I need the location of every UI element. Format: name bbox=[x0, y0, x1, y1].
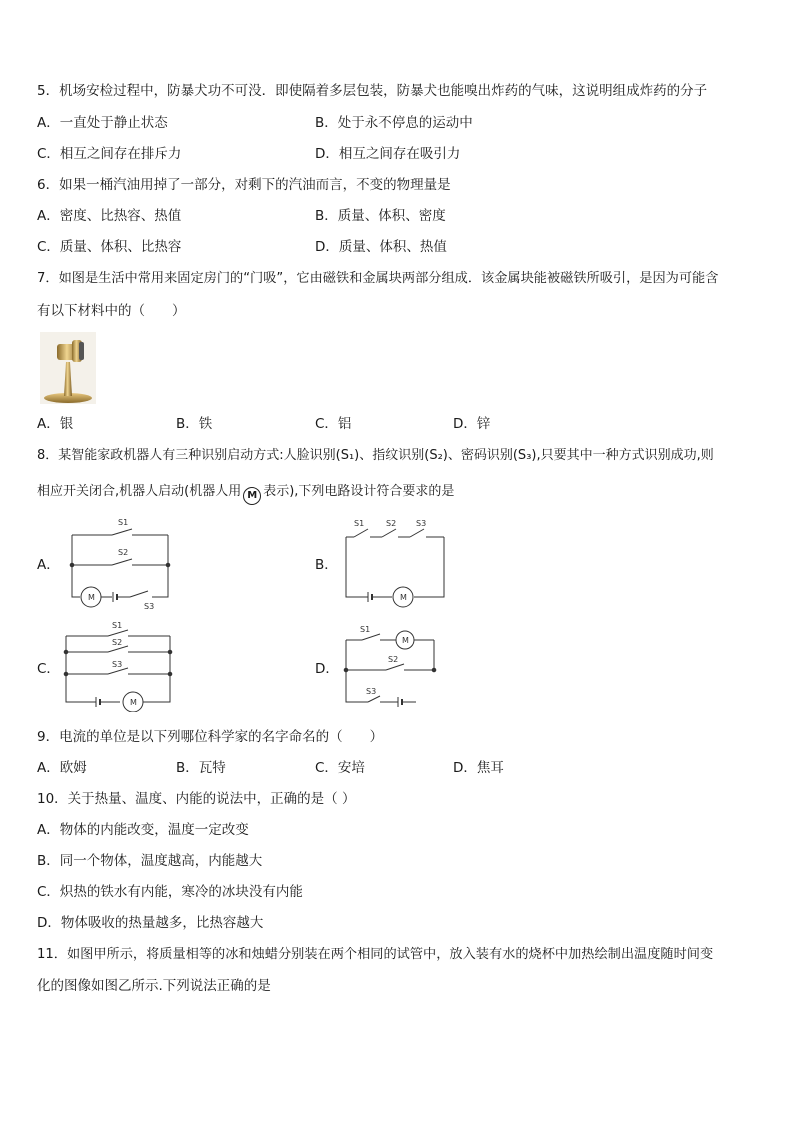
q5-option-a: A．一直处于静止状态 bbox=[37, 115, 168, 131]
q9-option-a: A．欧姆 bbox=[37, 760, 87, 776]
q7-option-c: C．铝 bbox=[315, 416, 352, 432]
q8-option-a-label: A． bbox=[37, 557, 60, 573]
q10-stem: 10．关于热量、温度、内能的说法中，正确的是（ ） bbox=[37, 791, 356, 807]
motor-symbol-icon: M bbox=[243, 487, 261, 505]
q9-option-d: D．焦耳 bbox=[453, 760, 504, 776]
q11-stem-line2: 化的图像如图乙所示.下列说法正确的是 bbox=[37, 978, 271, 994]
circuit-c-s2-label: S2 bbox=[112, 638, 123, 647]
circuit-c-s3-label: S3 bbox=[112, 660, 123, 669]
q10-option-b: B．同一个物体，温度越高，内能越大 bbox=[37, 853, 263, 869]
q7-stem-line2: 有以下材料中的（ ） bbox=[37, 303, 186, 319]
q5-stem: 5．机场安检过程中，防暴犬功不可没．即使隔着多层包装，防暴犬也能嗅出炸药的气味，这说明组成炸药的分子 bbox=[37, 83, 708, 99]
q6-stem: 6．如果一桶汽油用掉了一部分，对剩下的汽油而言，不变的物理量是 bbox=[37, 177, 451, 193]
circuit-b-s3-label: S3 bbox=[416, 519, 427, 528]
q8-option-b-label: B． bbox=[315, 557, 338, 573]
q7-option-d: D．锌 bbox=[453, 416, 491, 432]
circuit-d-s3-label: S3 bbox=[366, 687, 377, 696]
door-stopper-image bbox=[40, 332, 96, 404]
q6-option-d: D．质量、体积、热值 bbox=[315, 239, 447, 255]
q7-stem-line1: 7．如图是生活中常用来固定房门的“门吸”，它由磁铁和金属块两部分组成．该金属块能被磁铁所吸引，是因为可能含 bbox=[37, 271, 719, 286]
q10-option-c: C．炽热的铁水有内能，寒冷的冰块没有内能 bbox=[37, 884, 303, 900]
q8-option-c-label: C． bbox=[37, 661, 60, 677]
q5-option-d: D．相互之间存在吸引力 bbox=[315, 146, 461, 162]
q5-option-b: B．处于永不停息的运动中 bbox=[315, 115, 473, 131]
circuit-a-s3-label: S3 bbox=[144, 602, 155, 611]
circuit-a-diagram bbox=[60, 515, 180, 613]
circuit-b-s2-label: S2 bbox=[386, 519, 397, 528]
circuit-d-s1-label: S1 bbox=[360, 625, 371, 634]
q10-option-a: A．物体的内能改变，温度一定改变 bbox=[37, 822, 249, 838]
circuit-b-s1-label: S1 bbox=[354, 519, 365, 528]
circuit-d-motor-label: M bbox=[402, 636, 409, 645]
circuit-b-diagram bbox=[338, 515, 453, 613]
circuit-b-motor-label: M bbox=[400, 593, 407, 602]
circuit-d-s2-label: S2 bbox=[388, 655, 399, 664]
q8-stem-line2 bbox=[37, 483, 454, 505]
q9-option-b: B．瓦特 bbox=[176, 760, 226, 776]
circuit-a-s2-label: S2 bbox=[118, 548, 129, 557]
q6-option-b: B．质量、体积、密度 bbox=[315, 208, 446, 224]
q8-stem-line2-part1: 相应开关闭合,机器人启动(机器人用 bbox=[37, 484, 242, 499]
circuit-c-motor-label: M bbox=[130, 698, 137, 707]
circuit-c-s1-label: S1 bbox=[112, 621, 123, 630]
q8-stem-line2-part2: 表示),下列电路设计符合要求的是 bbox=[263, 484, 455, 499]
circuit-a-motor-label: M bbox=[88, 593, 95, 602]
q11-stem-line1: 11．如图甲所示，将质量相等的冰和烛蜡分别装在两个相同的试管中，放入装有水的烧杯中加热绘制出温度随时间变 bbox=[37, 947, 714, 962]
q10-option-d: D．物体吸收的热量越多，比热容越大 bbox=[37, 915, 264, 931]
circuit-d-diagram bbox=[338, 622, 448, 710]
q5-option-c: C．相互之间存在排斥力 bbox=[37, 146, 182, 162]
circuit-a-s1-label: S1 bbox=[118, 518, 129, 527]
q8-option-d-label: D． bbox=[315, 661, 339, 677]
q6-option-a: A．密度、比热容、热值 bbox=[37, 208, 182, 224]
q7-option-a: A．银 bbox=[37, 416, 74, 432]
q8-stem-line1: 8．某智能家政机器人有三种识别启动方式:人脸识别(S₁)、指纹识别(S₂)、密码识别(S₃),只要其中一种方式识别成功,则 bbox=[37, 448, 714, 463]
q9-stem: 9．电流的单位是以下列哪位科学家的名字命名的（ ） bbox=[37, 729, 384, 745]
q9-option-c: C．安培 bbox=[315, 760, 365, 776]
q7-option-b: B．铁 bbox=[176, 416, 213, 432]
q6-option-c: C．质量、体积、比热容 bbox=[37, 239, 182, 255]
circuit-c-diagram bbox=[58, 620, 180, 712]
